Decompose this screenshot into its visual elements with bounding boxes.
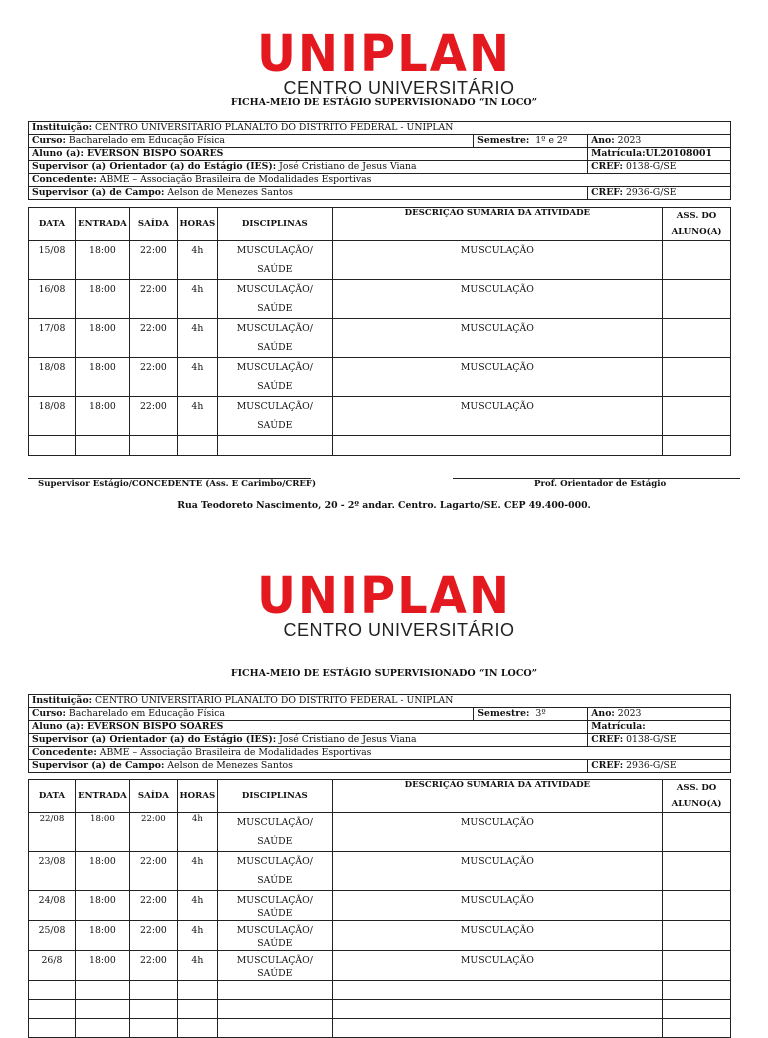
supervisor-campo-value: Aelson de Menezes Santos — [167, 760, 293, 771]
form-title: FICHA-MEIO DE ESTÁGIO SUPERVISIONADO “IN LOCO” — [230, 97, 538, 108]
signature-cell — [663, 397, 731, 436]
table-row: 24/08 18:00 22:00 4h MUSCULAÇÃO/ SAÚDE MUSCULAÇÃO — [29, 891, 731, 921]
col-data: DATA — [29, 780, 76, 813]
signature-label-concedente: Supervisor Estágio/CONCEDENTE (Ass. E Carimbo/CREF) — [38, 479, 317, 489]
col-descricao: DESCRIÇÃO SUMÁRIA DA ATIVIDADE — [332, 780, 662, 813]
matricula-value: UL20108001 — [645, 148, 712, 159]
logo-brand: UNIPLAN — [256, 24, 512, 84]
col-disciplinas: DISCIPLINAS — [217, 780, 332, 813]
table-row: 18/08 18:00 22:00 4h MUSCULAÇÃO/ SAÚDE MUSCULAÇÃO — [29, 358, 731, 397]
table-row-empty — [29, 436, 731, 456]
col-saida: SAÍDA — [129, 208, 177, 241]
signature-cell — [663, 891, 731, 921]
col-entrada: ENTRADA — [75, 780, 129, 813]
table-row: 17/08 18:00 22:00 4h MUSCULAÇÃO/ SAÚDE MUSCULAÇÃO — [29, 319, 731, 358]
table-row: 25/08 18:00 22:00 4h MUSCULAÇÃO/ SAÚDE MUSCULAÇÃO — [29, 921, 731, 951]
logo-subtitle: CENTRO UNIVERSITÁRIO — [283, 620, 515, 640]
table-row-empty — [29, 981, 731, 1000]
signature-cell — [663, 358, 731, 397]
signature-cell — [663, 319, 731, 358]
col-assinatura: ASS. DO ALUNO(A) — [663, 208, 731, 241]
curso-value: Bacharelado em Educação Física — [68, 135, 225, 146]
logo-subtitle: CENTRO UNIVERSITÁRIO — [283, 78, 515, 98]
signature-cell — [663, 241, 731, 280]
orientador-value: José Cristiano de Jesus Viana — [279, 734, 417, 745]
cref-orientador-value: 0138-G/SE — [626, 734, 677, 745]
col-horas: HORAS — [177, 780, 217, 813]
table-row: 22/08 18:00 22:00 4h MUSCULAÇÃO/ SAÚDE MUSCULAÇÃO — [29, 813, 731, 852]
col-descricao: DESCRIÇÃO SUMÁRIA DA ATIVIDADE — [332, 208, 662, 241]
col-assinatura: ASS. DO ALUNO(A) — [663, 780, 731, 813]
signature-cell — [663, 280, 731, 319]
logo-brand: UNIPLAN — [256, 566, 512, 626]
uniplan-logo — [0, 24, 768, 98]
cref-campo-value: 2936-G/SE — [626, 760, 677, 771]
semestre-value: 3º — [535, 708, 546, 719]
instituicao-value: CENTRO UNIVERSITÁRIO PLANALTO DO DISTRITO FEDERAL - UNIPLAN — [95, 695, 454, 706]
table-row-empty — [29, 1019, 731, 1038]
cref-campo-value: 2936-G/SE — [625, 187, 677, 198]
orientador-value: José Cristiano de Jesus Viana — [279, 161, 417, 172]
table-row: 15/08 18:00 22:00 4h MUSCULAÇÃO/ SAÚDE MUSCULAÇÃO — [29, 241, 731, 280]
ano-value: 2023 — [617, 135, 642, 146]
instituicao-value: CENTRO UNIVERSITÁRIO PLANALTO DO DISTRITO FEDERAL - UNIPLAN — [95, 122, 454, 133]
form-title: FICHA-MEIO DE ESTÁGIO SUPERVISIONADO “IN LOCO” — [230, 668, 538, 679]
table-row: 23/08 18:00 22:00 4h MUSCULAÇÃO/ SAÚDE MUSCULAÇÃO — [29, 852, 731, 891]
activity-table — [28, 207, 731, 456]
signature-label-orientador: Prof. Orientador de Estágio — [534, 479, 667, 489]
concedente-value: ABME – Associação Brasileira de Modalidades Esportivas — [99, 747, 372, 758]
signature-cell — [663, 813, 731, 852]
address: Rua Teodoreto Nascimento, 20 - 2º andar. Centro. Lagarto/SE. CEP 49.400-000. — [177, 500, 591, 511]
table-row: 26/8 18:00 22:00 4h MUSCULAÇÃO/ SAÚDE MUSCULAÇÃO — [29, 951, 731, 981]
col-horas: HORAS — [177, 208, 217, 241]
aluno-value: EVERSON BISPO SOARES — [86, 721, 224, 732]
curso-value: Bacharelado em Educação Física — [68, 708, 225, 719]
concedente-value: ABME – Associação Brasileira de Modalidades Esportivas — [99, 174, 372, 185]
student-info-table: Instituição: CENTRO UNIVERSITÁRIO PLANALTO DO DISTRITO FEDERAL - UNIPLAN Curso: Bacharelado em Educação Física Semestre: 1º e 2º Ano: 2023 Aluno (a): EVERSON BISPO SOARES Matrícula:UL20108001 Supervisor (a) Orientador (a) do Estágio (IES): José Cristiano de Jesus Viana CREF: 0138-G/SE Concedente: ABME – Associação Brasileira de Modalidades Esportivas Supervisor (a) de Campo: Aelson de Menezes Santos CREF: 2936-G/SE — [28, 121, 731, 200]
col-entrada: ENTRADA — [75, 208, 129, 241]
table-row: 16/08 18:00 22:00 4h MUSCULAÇÃO/ SAÚDE MUSCULAÇÃO — [29, 280, 731, 319]
student-info-table: Instituição: CENTRO UNIVERSITÁRIO PLANALTO DO DISTRITO FEDERAL - UNIPLAN Curso: Bacharelado em Educação Física Semestre: 3º Ano: 2023 Aluno (a): EVERSON BISPO SOARES Matrícula: Supervisor (a) Orientador (a) do Estágio (IES): José Cristiano de Jesus Viana CREF: 0138-G/SE Concedente: ABME – Associação Brasileira de Modalidades Esportivas Supervisor (a) de Campo: Aelson de Menezes Santos CREF: 2936-G/SE — [28, 694, 731, 773]
signature-cell — [663, 852, 731, 891]
cref-orientador-value: 0138-G/SE — [625, 161, 677, 172]
supervisor-campo-value: Aelson de Menezes Santos — [167, 187, 293, 198]
col-data: DATA — [29, 208, 76, 241]
table-row-empty — [29, 1000, 731, 1019]
signature-cell — [663, 921, 731, 951]
semestre-value: 1º e 2º — [535, 135, 568, 146]
col-disciplinas: DISCIPLINAS — [217, 208, 332, 241]
table-row: 18/08 18:00 22:00 4h MUSCULAÇÃO/ SAÚDE MUSCULAÇÃO — [29, 397, 731, 436]
signature-cell — [663, 951, 731, 981]
uniplan-logo — [0, 566, 768, 640]
activity-table — [28, 779, 731, 1038]
aluno-value: EVERSON BISPO SOARES — [86, 148, 224, 159]
col-saida: SAÍDA — [129, 780, 177, 813]
ano-value: 2023 — [617, 708, 642, 719]
